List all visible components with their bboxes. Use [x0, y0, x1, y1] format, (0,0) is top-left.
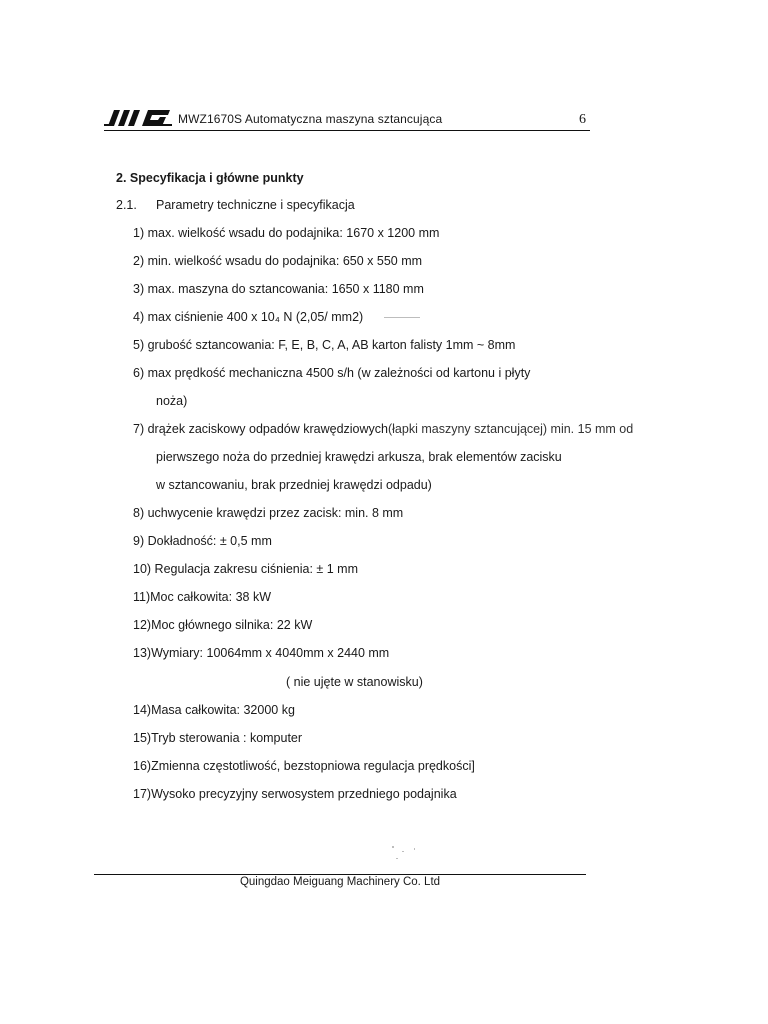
subsection-number: 2.1. [116, 198, 137, 212]
spec-item: 5) grubość sztancowania: F, E, B, C, A, AB karton falisty 1mm ~ 8mm [133, 338, 516, 352]
spec-item-continuation: noża) [156, 394, 188, 408]
scan-noise [396, 858, 398, 859]
spec-item: 12)Moc głównego silnika: 22 kW [133, 618, 313, 632]
spec-item-note: ( nie ujęte w stanowisku) [286, 675, 423, 689]
section-heading: 2. Specyfikacja i główne punkty [116, 171, 304, 185]
footer-divider [94, 874, 586, 875]
scan-noise [392, 846, 394, 848]
spec-item: 3) max. maszyna do sztancowania: 1650 x 1180 mm [133, 282, 424, 296]
page-header [104, 104, 590, 130]
scan-noise [384, 317, 420, 318]
subsection-heading [116, 198, 355, 212]
page-number: 6 [579, 112, 586, 127]
spec-item: 14)Masa całkowita: 32000 kg [133, 703, 295, 717]
spec-item: 4) max ciśnienie 400 x 10₄ N (2,05/ mm2) [133, 310, 364, 324]
mg-logo-icon [104, 108, 172, 128]
spec-item: 15)Tryb sterowania : komputer [133, 731, 303, 745]
spec-item: 16)Zmienna częstotliwość, bezstopniowa regulacja prędkości] [133, 759, 475, 773]
subsection-title: Parametry techniczne i specyfikacja [156, 198, 355, 212]
spec-item: 11)Moc całkowita: 38 kW [133, 590, 272, 604]
spec-item: 13)Wymiary: 10064mm x 4040mm x 2440 mm [133, 646, 390, 660]
spec-item-continuation: pierwszego noża do przedniej krawędzi arkusza, brak elementów zacisku [156, 450, 562, 464]
spec-item: 1) max. wielkość wsadu do podajnika: 1670 x 1200 mm [133, 226, 440, 240]
header-divider [104, 130, 590, 131]
document-title: MWZ1670S Automatyczna maszyna sztancująca [178, 112, 443, 126]
spec-item: 17)Wysoko precyzyjny serwosystem przedniego podajnika [133, 787, 457, 801]
footer-company: Quingdao Meiguang Machinery Co. Ltd [239, 876, 441, 888]
spec-item-continuation: w sztancowaniu, brak przedniej krawędzi odpadu) [156, 478, 432, 492]
spec-item: 8) uchwycenie krawędzi przez zacisk: min. 8 mm [133, 506, 404, 520]
spec-item: 6) max prędkość mechaniczna 4500 s/h (w zależności od kartonu i płyty [133, 366, 531, 380]
scan-noise [414, 848, 415, 850]
spec-item-part: 7) drążek zaciskowy odpadów krawędziowych [133, 422, 388, 436]
spec-item [133, 422, 633, 436]
spec-item: 10) Regulacja zakresu ciśnienia: ± 1 mm [133, 562, 359, 576]
scan-noise [402, 851, 404, 852]
spec-item-part: (łapki maszyny sztancującej) min. 15 mm od [387, 422, 634, 436]
spec-item: 9) Dokładność: ± 0,5 mm [133, 534, 272, 548]
spec-item: 2) min. wielkość wsadu do podajnika: 650 x 550 mm [133, 254, 423, 268]
